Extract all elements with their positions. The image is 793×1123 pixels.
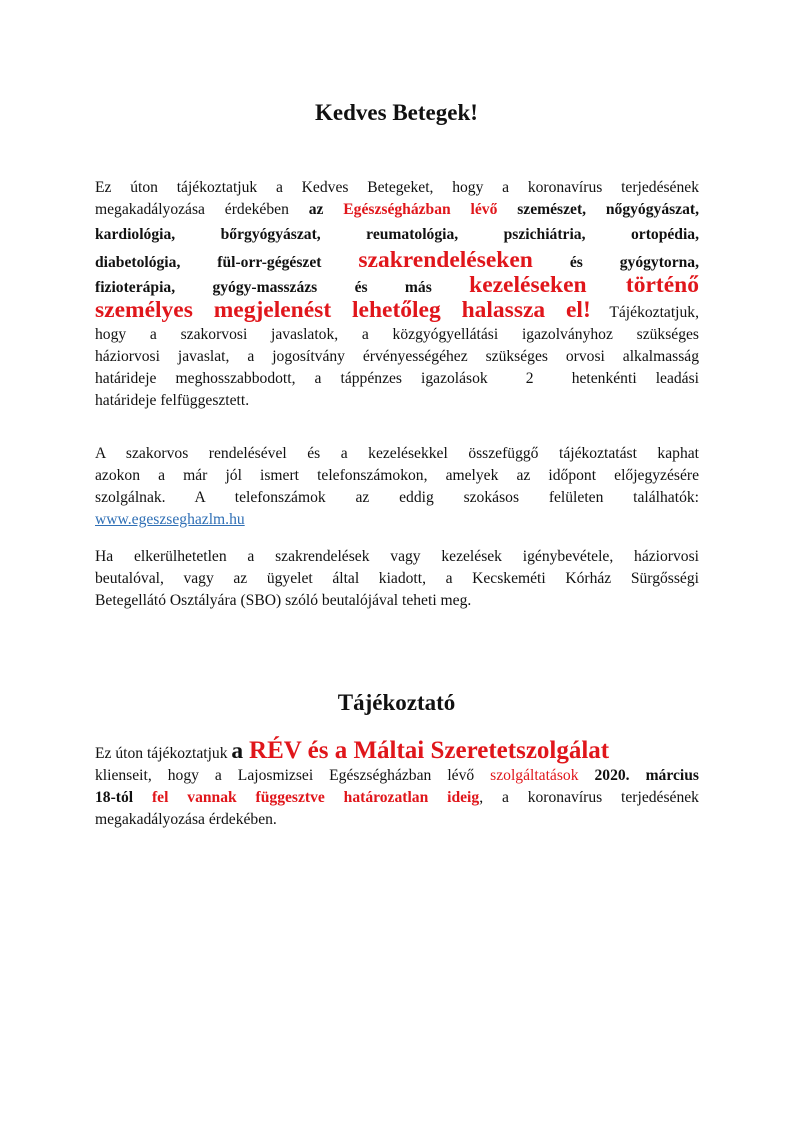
text-red-large: személyes megjelenést lehetőleg halassza el!	[95, 297, 591, 323]
line	[95, 509, 699, 531]
line: azokon a már jól ismert telefonszámokon, amelyek az időpont előjegyzésére	[95, 467, 699, 484]
text: Ez úton tájékoztatjuk	[95, 745, 232, 762]
line: kardiológia, bőrgyógyászat, reumatológia, pszichiátria, ortopédia,	[95, 226, 699, 243]
text-red-large: szakrendeléseken	[358, 247, 533, 273]
paragraph-notice	[95, 177, 699, 412]
line	[95, 199, 699, 221]
text-bold: diabetológia, fül-orr-gégészet	[95, 254, 359, 271]
text-red-bold: fel vannak függesztve határozatlan ideig	[151, 789, 480, 806]
text: megakadályozása érdekében	[95, 201, 309, 218]
paragraph-referral	[95, 546, 699, 612]
text-bold: és gyógytorna,	[532, 254, 699, 271]
text-bold: 2020. március	[578, 767, 699, 784]
text: klienseit, hogy a Lajosmizsei Egészségházban lévő	[95, 767, 491, 784]
line	[95, 787, 699, 809]
text-bold: szemészet, nőgyógyászat,	[497, 201, 699, 218]
line: Betegellátó Osztályára (SBO) szóló beutalójával teheti meg.	[95, 592, 472, 609]
line: határideje meghosszabbodott, a táppénzes igazolások 2 hetenkénti leadási	[95, 370, 699, 387]
line	[95, 274, 699, 299]
text-bold: az	[308, 201, 344, 218]
line: A szakorvos rendelésével és a kezelésekkel összefüggő tájékoztatást kaphat	[95, 445, 699, 462]
heading-kedves-betegek: Kedves Betegek!	[315, 100, 478, 125]
line	[95, 299, 699, 324]
paragraph-rev-notice	[95, 737, 699, 831]
line	[95, 249, 699, 274]
line	[95, 737, 699, 765]
text-red-bold: Egészségházban lévő	[343, 201, 498, 218]
line: beutalóval, vagy az ügyelet által kiadott, a Kecskeméti Kórház Sürgősségi	[95, 570, 699, 587]
text-bold: 18-tól	[95, 789, 152, 806]
heading-tajekoztato: Tájékoztató	[337, 690, 456, 715]
line: háziorvosi javaslat, a jogosítvány érvényességéhez szükséges orvosi alkalmasság	[95, 348, 699, 365]
line: határideje felfüggesztett.	[95, 392, 250, 409]
website-link[interactable]: www.egeszseghazlm.hu	[95, 511, 245, 528]
text-red: szolgáltatások	[490, 767, 579, 784]
line: szolgálnak. A telefonszámok az eddig szokásos felületen találhatók:	[95, 489, 699, 506]
line: Ez úton tájékoztatjuk a Kedves Betegeket, hogy a koronavírus terjedésének	[95, 179, 699, 196]
text-red-large: RÉV és a Máltai Szeretetszolgálat	[249, 737, 610, 764]
text-red-large: kezeléseken történő	[469, 272, 699, 298]
text: Tájékoztatjuk,	[590, 304, 699, 321]
line	[95, 765, 699, 787]
paragraph-contact	[95, 443, 699, 531]
line: Ha elkerülhetetlen a szakrendelések vagy kezelések igénybevétele, háziorvosi	[95, 548, 699, 565]
text: , a koronavírus terjedésének	[479, 789, 699, 806]
line: megakadályozása érdekében.	[95, 811, 277, 828]
line: hogy a szakorvosi javaslatok, a közgyógyellátási igazolványhoz szükséges	[95, 326, 699, 343]
text-bold: fizioterápia, gyógy-masszázs és más	[95, 279, 470, 296]
text-bold-large: a	[231, 738, 250, 764]
